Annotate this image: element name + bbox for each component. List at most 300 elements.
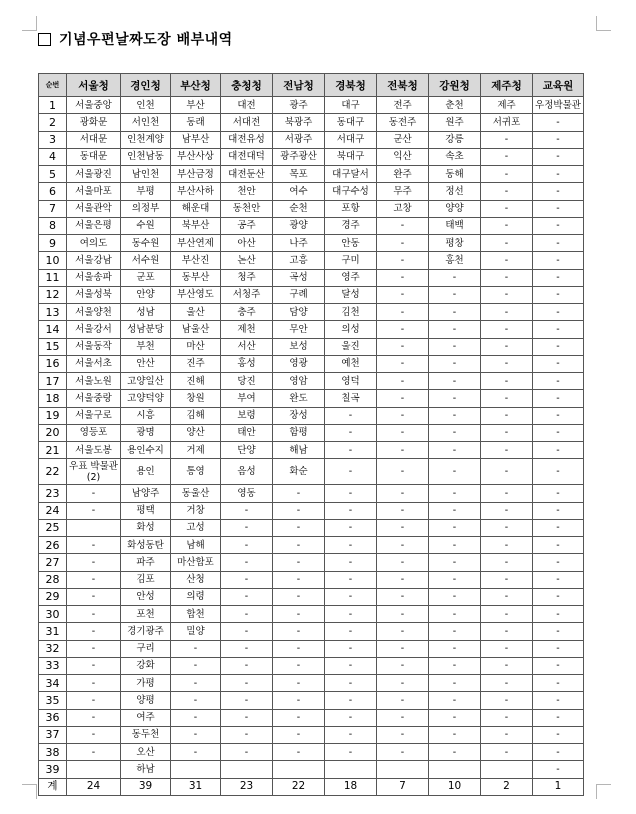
table-cell: 서울양천 xyxy=(67,304,121,321)
table-cell: - xyxy=(273,640,325,657)
table-cell: - xyxy=(481,709,533,726)
table-cell: 북광주 xyxy=(273,114,325,131)
table-cell: 동해 xyxy=(429,166,481,183)
table-cell: 영동 xyxy=(221,485,273,502)
table-cell: - xyxy=(429,588,481,605)
table-cell: - xyxy=(481,519,533,536)
table-cell: - xyxy=(377,726,429,743)
table-cell: - xyxy=(481,286,533,303)
table-cell: 단양 xyxy=(221,442,273,459)
total-cell: 18 xyxy=(325,778,377,795)
table-cell: 우표 박물관(2) xyxy=(67,459,121,485)
table-cell: - xyxy=(429,304,481,321)
table-cell: 군산 xyxy=(377,131,429,148)
table-cell: - xyxy=(429,355,481,372)
table-cell: - xyxy=(377,519,429,536)
table-cell: - xyxy=(325,459,377,485)
table-row xyxy=(39,235,584,252)
table-cell: - xyxy=(533,183,584,200)
table-cell: - xyxy=(481,166,533,183)
table-cell xyxy=(273,761,325,778)
table-cell: - xyxy=(221,675,273,692)
table-row xyxy=(39,606,584,623)
table-row xyxy=(39,675,584,692)
table-cell: - xyxy=(533,623,584,640)
table-cell: - xyxy=(377,235,429,252)
table-cell: - xyxy=(377,304,429,321)
table-cell: 홍천 xyxy=(429,252,481,269)
table-cell: - xyxy=(429,286,481,303)
table-cell: 광화문 xyxy=(67,114,121,131)
table-cell: 서울마포 xyxy=(67,183,121,200)
table-row xyxy=(39,726,584,743)
table-row xyxy=(39,554,584,571)
table-cell: - xyxy=(481,304,533,321)
row-number-cell: 20 xyxy=(39,424,67,441)
table-cell: 청주 xyxy=(221,269,273,286)
table-row xyxy=(39,424,584,441)
table-cell xyxy=(67,519,121,536)
table-cell: - xyxy=(533,148,584,165)
table-cell: 여주 xyxy=(121,709,171,726)
table-cell: 동전주 xyxy=(377,114,429,131)
row-number-cell: 19 xyxy=(39,407,67,424)
table-cell: - xyxy=(429,373,481,390)
crop-mark-top-right xyxy=(596,16,611,31)
table-cell: - xyxy=(377,623,429,640)
table-cell: - xyxy=(273,726,325,743)
table-cell: 서청주 xyxy=(221,286,273,303)
table-cell: 평택 xyxy=(121,502,171,519)
table-cell: 대전유성 xyxy=(221,131,273,148)
table-cell: - xyxy=(377,537,429,554)
row-number-cell: 25 xyxy=(39,519,67,536)
table-cell: 원주 xyxy=(429,114,481,131)
table-cell: - xyxy=(67,588,121,605)
crop-mark-bottom-left xyxy=(22,784,37,799)
table-cell: - xyxy=(273,606,325,623)
table-cell: - xyxy=(67,502,121,519)
table-cell: - xyxy=(533,606,584,623)
table-cell: 우정박물관 xyxy=(533,97,584,114)
table-cell: 안동 xyxy=(325,235,377,252)
table-cell: 부산사하 xyxy=(171,183,221,200)
table-cell xyxy=(429,761,481,778)
table-cell: - xyxy=(67,554,121,571)
table-cell: 영광 xyxy=(273,355,325,372)
total-cell: 24 xyxy=(67,778,121,795)
table-row xyxy=(39,744,584,761)
table-cell: - xyxy=(533,217,584,234)
table-cell: - xyxy=(481,183,533,200)
table-cell: - xyxy=(325,640,377,657)
table-row xyxy=(39,657,584,674)
table-row xyxy=(39,709,584,726)
table-cell: - xyxy=(377,657,429,674)
table-cell: - xyxy=(325,623,377,640)
table-cell: - xyxy=(481,355,533,372)
table-cell: - xyxy=(221,657,273,674)
table-cell: 산청 xyxy=(171,571,221,588)
table-cell: 김해 xyxy=(171,407,221,424)
table-cell: - xyxy=(481,131,533,148)
table-cell: - xyxy=(533,442,584,459)
row-number-cell: 27 xyxy=(39,554,67,571)
table-cell: 서대문 xyxy=(67,131,121,148)
table-cell: 서울강남 xyxy=(67,252,121,269)
table-cell: 서울성북 xyxy=(67,286,121,303)
table-cell: - xyxy=(481,200,533,217)
table-cell: 서울강서 xyxy=(67,321,121,338)
table-cell: 용인수지 xyxy=(121,442,171,459)
table-cell: 창원 xyxy=(171,390,221,407)
table-row xyxy=(39,407,584,424)
table-cell: - xyxy=(481,148,533,165)
table-cell: - xyxy=(481,235,533,252)
table-cell xyxy=(67,761,121,778)
table-cell: 고창 xyxy=(377,200,429,217)
table-cell: 안양 xyxy=(121,286,171,303)
table-cell: - xyxy=(481,390,533,407)
table-cell: 북대구 xyxy=(325,148,377,165)
table-cell: 동울산 xyxy=(171,485,221,502)
table-cell: - xyxy=(273,675,325,692)
row-number-cell: 5 xyxy=(39,166,67,183)
table-cell: - xyxy=(377,744,429,761)
table-cell: - xyxy=(429,744,481,761)
table-row xyxy=(39,355,584,372)
row-number-cell: 17 xyxy=(39,373,67,390)
table-cell: 서광주 xyxy=(273,131,325,148)
table-cell: - xyxy=(325,424,377,441)
table-cell: 인천계양 xyxy=(121,131,171,148)
table-cell: 용인 xyxy=(121,459,171,485)
table-row xyxy=(39,217,584,234)
table-cell: 거창 xyxy=(171,502,221,519)
table-cell: - xyxy=(481,338,533,355)
table-cell: - xyxy=(221,709,273,726)
table-cell: 성남분당 xyxy=(121,321,171,338)
table-cell: - xyxy=(533,235,584,252)
table-cell: 포항 xyxy=(325,200,377,217)
table-cell: - xyxy=(325,485,377,502)
table-cell: - xyxy=(273,502,325,519)
table-row xyxy=(39,97,584,114)
column-header: 강원청 xyxy=(429,74,481,97)
table-cell: - xyxy=(221,502,273,519)
table-cell: - xyxy=(481,373,533,390)
table-cell: 고양덕양 xyxy=(121,390,171,407)
table-row xyxy=(39,588,584,605)
table-cell: 평창 xyxy=(429,235,481,252)
table-cell: - xyxy=(67,675,121,692)
table-cell: - xyxy=(377,407,429,424)
table-cell: - xyxy=(533,726,584,743)
table-cell: 서울송파 xyxy=(67,269,121,286)
table-cell: - xyxy=(171,640,221,657)
table-row xyxy=(39,761,584,778)
table-row xyxy=(39,442,584,459)
table-cell: 서울도봉 xyxy=(67,442,121,459)
table-cell: 경주 xyxy=(325,217,377,234)
total-cell: 31 xyxy=(171,778,221,795)
table-cell: - xyxy=(481,321,533,338)
table-cell: 밀양 xyxy=(171,623,221,640)
table-row xyxy=(39,252,584,269)
table-cell: 충주 xyxy=(221,304,273,321)
table-cell: 진주 xyxy=(171,355,221,372)
table-cell: - xyxy=(429,692,481,709)
table-cell: 구미 xyxy=(325,252,377,269)
row-number-cell: 31 xyxy=(39,623,67,640)
table-cell: 해남 xyxy=(273,442,325,459)
table-cell: - xyxy=(377,675,429,692)
table-cell: 음성 xyxy=(221,459,273,485)
table-cell: - xyxy=(221,554,273,571)
table-cell: - xyxy=(377,502,429,519)
row-number-cell: 30 xyxy=(39,606,67,623)
table-cell: - xyxy=(377,692,429,709)
table-cell: 부평 xyxy=(121,183,171,200)
checkbox-square-icon xyxy=(38,33,51,46)
table-cell: - xyxy=(377,424,429,441)
table-cell: - xyxy=(429,675,481,692)
table-cell: - xyxy=(481,537,533,554)
table-cell: 무주 xyxy=(377,183,429,200)
table-cell: - xyxy=(429,571,481,588)
table-row xyxy=(39,304,584,321)
table-cell: - xyxy=(325,709,377,726)
table-cell: 구리 xyxy=(121,640,171,657)
table-cell: 서울중랑 xyxy=(67,390,121,407)
table-cell: 광주 xyxy=(273,97,325,114)
table-cell: 함평 xyxy=(273,424,325,441)
table-cell: 목포 xyxy=(273,166,325,183)
table-cell: - xyxy=(429,709,481,726)
column-header: 경인청 xyxy=(121,74,171,97)
column-header: 제주청 xyxy=(481,74,533,97)
table-cell: - xyxy=(221,692,273,709)
table-cell: - xyxy=(325,657,377,674)
table-cell: 무안 xyxy=(273,321,325,338)
table-cell: 태안 xyxy=(221,424,273,441)
table-cell: - xyxy=(273,571,325,588)
column-header: 전북청 xyxy=(377,74,429,97)
table-cell: - xyxy=(533,675,584,692)
table-cell: - xyxy=(481,623,533,640)
table-cell xyxy=(377,761,429,778)
table-cell: 고흥 xyxy=(273,252,325,269)
table-cell: - xyxy=(221,571,273,588)
row-number-cell: 11 xyxy=(39,269,67,286)
table-cell: - xyxy=(481,640,533,657)
table-body xyxy=(39,97,584,796)
table-cell: - xyxy=(67,726,121,743)
table-cell: - xyxy=(171,675,221,692)
table-cell: 의령 xyxy=(171,588,221,605)
row-number-cell: 36 xyxy=(39,709,67,726)
table-cell: - xyxy=(325,606,377,623)
row-number-cell: 16 xyxy=(39,355,67,372)
table-cell: 홍성 xyxy=(221,355,273,372)
table-cell: - xyxy=(377,286,429,303)
table-cell: - xyxy=(171,657,221,674)
table-cell: - xyxy=(533,424,584,441)
row-number-cell: 33 xyxy=(39,657,67,674)
distribution-table xyxy=(38,73,584,796)
table-cell xyxy=(325,761,377,778)
table-cell: 서귀포 xyxy=(481,114,533,131)
table-cell: - xyxy=(533,692,584,709)
table-cell: - xyxy=(533,459,584,485)
table-cell: 동수원 xyxy=(121,235,171,252)
table-cell: 달성 xyxy=(325,286,377,303)
table-cell: 부산연제 xyxy=(171,235,221,252)
row-number-cell: 21 xyxy=(39,442,67,459)
table-cell: - xyxy=(533,519,584,536)
table-cell: - xyxy=(221,726,273,743)
table-cell: - xyxy=(67,709,121,726)
table-cell: - xyxy=(429,537,481,554)
table-cell: 시흥 xyxy=(121,407,171,424)
table-cell: 서대구 xyxy=(325,131,377,148)
table-cell: - xyxy=(533,373,584,390)
table-cell: 서울중앙 xyxy=(67,97,121,114)
row-number-cell: 26 xyxy=(39,537,67,554)
table-cell: 정선 xyxy=(429,183,481,200)
table-cell: - xyxy=(377,338,429,355)
table-cell: - xyxy=(481,217,533,234)
crop-mark-top-left xyxy=(22,16,37,31)
table-cell: - xyxy=(325,519,377,536)
table-row xyxy=(39,114,584,131)
table-cell: 서울노원 xyxy=(67,373,121,390)
table-cell: - xyxy=(429,442,481,459)
table-cell: - xyxy=(481,459,533,485)
table-cell: 부여 xyxy=(221,390,273,407)
table-cell: - xyxy=(377,554,429,571)
table-cell: 동래 xyxy=(171,114,221,131)
table-cell: - xyxy=(533,252,584,269)
table-cell: - xyxy=(429,407,481,424)
table-cell: - xyxy=(481,502,533,519)
table-cell: - xyxy=(221,537,273,554)
table-cell: 화성동탄 xyxy=(121,537,171,554)
table-cell: - xyxy=(325,502,377,519)
table-cell: 고성 xyxy=(171,519,221,536)
table-cell: - xyxy=(533,657,584,674)
table-cell: 서대전 xyxy=(221,114,273,131)
table-cell: - xyxy=(429,726,481,743)
table-row xyxy=(39,537,584,554)
table-cell: - xyxy=(533,640,584,657)
table-row xyxy=(39,519,584,536)
table-cell: - xyxy=(325,692,377,709)
table-cell: 고양일산 xyxy=(121,373,171,390)
table-cell: - xyxy=(377,390,429,407)
table-cell: 아산 xyxy=(221,235,273,252)
row-number-cell: 4 xyxy=(39,148,67,165)
table-cell: 서수원 xyxy=(121,252,171,269)
table-cell: - xyxy=(377,459,429,485)
table-header-row xyxy=(39,74,584,97)
table-cell: - xyxy=(377,321,429,338)
row-number-cell: 13 xyxy=(39,304,67,321)
table-cell: - xyxy=(533,709,584,726)
table-cell: - xyxy=(377,709,429,726)
table-cell: 완주 xyxy=(377,166,429,183)
table-cell: 서울구로 xyxy=(67,407,121,424)
table-cell: - xyxy=(481,252,533,269)
table-cell: 서산 xyxy=(221,338,273,355)
table-cell: - xyxy=(429,623,481,640)
row-number-cell: 8 xyxy=(39,217,67,234)
table-cell: 마산합포 xyxy=(171,554,221,571)
table-cell: 춘천 xyxy=(429,97,481,114)
table-cell: 나주 xyxy=(273,235,325,252)
row-number-cell: 18 xyxy=(39,390,67,407)
table-cell: 인천남동 xyxy=(121,148,171,165)
table-cell: - xyxy=(429,519,481,536)
column-header: 부산청 xyxy=(171,74,221,97)
table-cell: 거제 xyxy=(171,442,221,459)
table-cell: - xyxy=(533,571,584,588)
table-cell: - xyxy=(67,537,121,554)
table-cell: - xyxy=(533,390,584,407)
total-cell: 39 xyxy=(121,778,171,795)
row-number-cell: 29 xyxy=(39,588,67,605)
table-cell: 곡성 xyxy=(273,269,325,286)
table-row xyxy=(39,390,584,407)
table-cell: - xyxy=(533,166,584,183)
table-cell: 남부산 xyxy=(171,131,221,148)
table-cell: - xyxy=(67,657,121,674)
table-cell: 가평 xyxy=(121,675,171,692)
table-cell: 대전대덕 xyxy=(221,148,273,165)
table-cell: - xyxy=(377,252,429,269)
table-cell: - xyxy=(429,269,481,286)
table-cell: - xyxy=(533,114,584,131)
table-cell: 파주 xyxy=(121,554,171,571)
table-cell: - xyxy=(377,355,429,372)
table-cell: 보령 xyxy=(221,407,273,424)
table-cell: - xyxy=(171,709,221,726)
table-cell: - xyxy=(533,200,584,217)
table-cell: - xyxy=(377,640,429,657)
table-cell: - xyxy=(377,485,429,502)
table-cell: 김천 xyxy=(325,304,377,321)
table-cell: 공주 xyxy=(221,217,273,234)
table-cell: 대구달서 xyxy=(325,166,377,183)
table-cell: - xyxy=(325,744,377,761)
table-cell: - xyxy=(67,623,121,640)
table-row xyxy=(39,338,584,355)
table-cell: - xyxy=(221,588,273,605)
table-cell: 대구수성 xyxy=(325,183,377,200)
table-cell: 수원 xyxy=(121,217,171,234)
table-cell: - xyxy=(429,554,481,571)
table-cell: 울진 xyxy=(325,338,377,355)
table-cell: - xyxy=(377,373,429,390)
table-cell: 부산금정 xyxy=(171,166,221,183)
table-cell: - xyxy=(171,726,221,743)
table-cell: 서울서초 xyxy=(67,355,121,372)
table-cell: - xyxy=(533,355,584,372)
row-number-cell: 37 xyxy=(39,726,67,743)
table-cell: - xyxy=(325,442,377,459)
table-cell: - xyxy=(533,502,584,519)
table-cell: - xyxy=(481,692,533,709)
